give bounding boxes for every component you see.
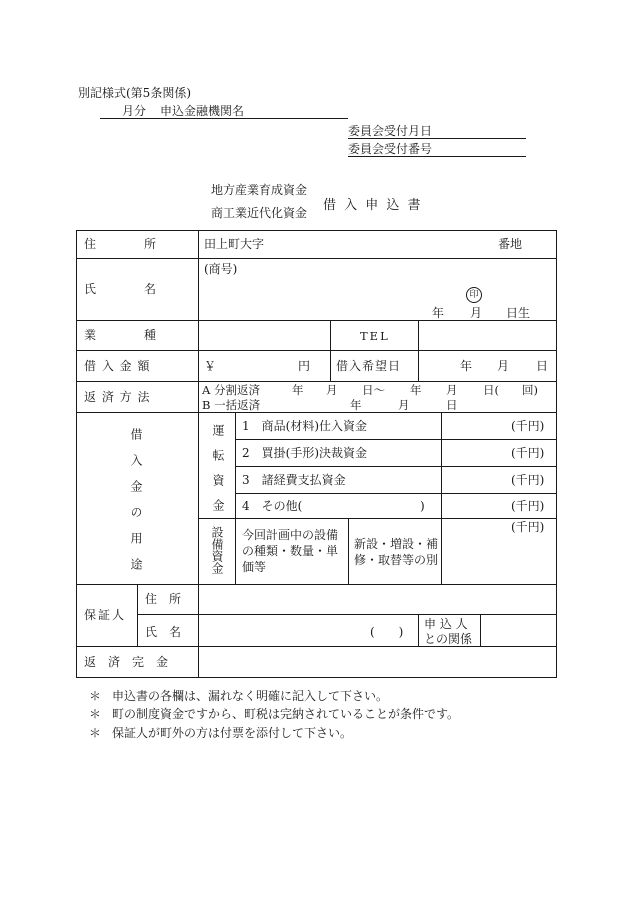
birth-month: 月	[470, 306, 483, 320]
note-text: 申込書の各欄は、漏れなく明確に記入して下さい。	[112, 689, 389, 703]
use-item-1: 1 商品(材料)仕入資金	[242, 419, 367, 433]
committee-number-line	[348, 142, 526, 157]
address-prefix: 田上町大字	[204, 237, 265, 251]
amount-label: 借 入 金 額	[84, 359, 151, 373]
guarantor-name-label: 氏 名	[145, 625, 182, 639]
equipment-unit: (千円)	[511, 520, 545, 534]
desired-day: 日	[536, 359, 549, 373]
use-item-4-unit: (千円)	[511, 499, 545, 513]
note-text: 町の制度資金ですから、町税は完納されていることが条件です。	[112, 707, 460, 721]
repay-b-day: 日	[446, 398, 458, 412]
address-label: 住 所	[84, 237, 157, 251]
repay-complete-label: 返 済 完 金	[84, 655, 169, 669]
repay-method-label: 返 済 方 法	[84, 390, 151, 404]
yen-unit: 円	[298, 359, 311, 373]
tel-label: TEL	[360, 329, 390, 343]
loan-use-label: 借入金の用途	[129, 428, 143, 584]
committee-number-label: 委員会受付番号	[348, 142, 433, 156]
committee-date-label: 委員会受付月日	[348, 124, 433, 138]
address-suffix: 番地	[498, 237, 523, 251]
fund-name-1: 地方産業育成資金	[211, 183, 308, 197]
use-item-3-unit: (千円)	[511, 473, 545, 487]
name-label: 氏 名	[84, 282, 157, 296]
guarantor-paren: ( )	[370, 625, 404, 639]
repay-b-month: 月	[398, 398, 410, 412]
repay-b-year: 年	[350, 398, 362, 412]
note-mark: ＊	[89, 726, 102, 740]
form-reference: 別記様式(第5条関係)	[78, 86, 191, 100]
month-label: 月分	[122, 104, 147, 118]
birth-year: 年	[432, 306, 445, 320]
repay-a-year2: 年	[410, 383, 422, 397]
industry-label: 業 種	[84, 328, 157, 342]
repay-a-month: 月	[326, 383, 338, 397]
use-item-4: 4 その他(	[242, 499, 303, 513]
repay-a-month2: 月	[446, 383, 458, 397]
relation-label-2: との関係	[424, 632, 473, 646]
desired-month: 月	[497, 359, 510, 373]
repay-b-label: B 一括返済	[202, 398, 261, 412]
repay-a-label: A 分割返済	[202, 383, 260, 397]
bank-name-line	[100, 104, 348, 119]
committee-date-line	[348, 124, 526, 139]
use-item-2-unit: (千円)	[511, 446, 545, 460]
yen-mark: ￥	[204, 359, 217, 373]
document-title: 借 入 申 込 書	[323, 198, 423, 213]
note-mark: ＊	[89, 689, 102, 703]
trade-name-label: (商号)	[204, 262, 238, 276]
use-item-1-unit: (千円)	[511, 419, 545, 433]
repay-a-day-from: 日～	[362, 383, 385, 397]
bank-name-label: 申込金融機関名	[160, 104, 245, 118]
repay-a-times: 回)	[522, 383, 538, 397]
note-text: 保証人が町外の方は付票を添付して下さい。	[112, 726, 353, 740]
use-item-3: 3 諸経費支払資金	[242, 473, 346, 487]
note-mark: ＊	[89, 707, 102, 721]
desired-date-label: 借入希望日	[336, 359, 402, 373]
repay-a-day2: 日(	[483, 383, 499, 397]
relation-label-1: 申 込 人	[424, 617, 468, 631]
use-item-4-close: )	[420, 499, 425, 513]
equipment-type-label: 新設・増設・補修・取替等の別	[354, 537, 439, 567]
repay-a-year: 年	[292, 383, 304, 397]
desired-year: 年	[460, 359, 473, 373]
guarantor-address-label: 住 所	[145, 592, 182, 606]
fund-name-2: 商工業近代化資金	[211, 206, 308, 220]
use-item-2: 2 買掛(手形)決裁資金	[242, 446, 367, 460]
birth-day: 日生	[506, 306, 531, 320]
working-capital-label: 運転資金	[211, 424, 225, 524]
seal-mark: 印	[466, 287, 482, 303]
guarantor-label: 保証人	[84, 608, 127, 622]
equipment-capital-label: 設備資金	[210, 526, 224, 574]
equipment-description-label: 今回計画中の設備の種類・数量・単価等	[242, 528, 339, 574]
